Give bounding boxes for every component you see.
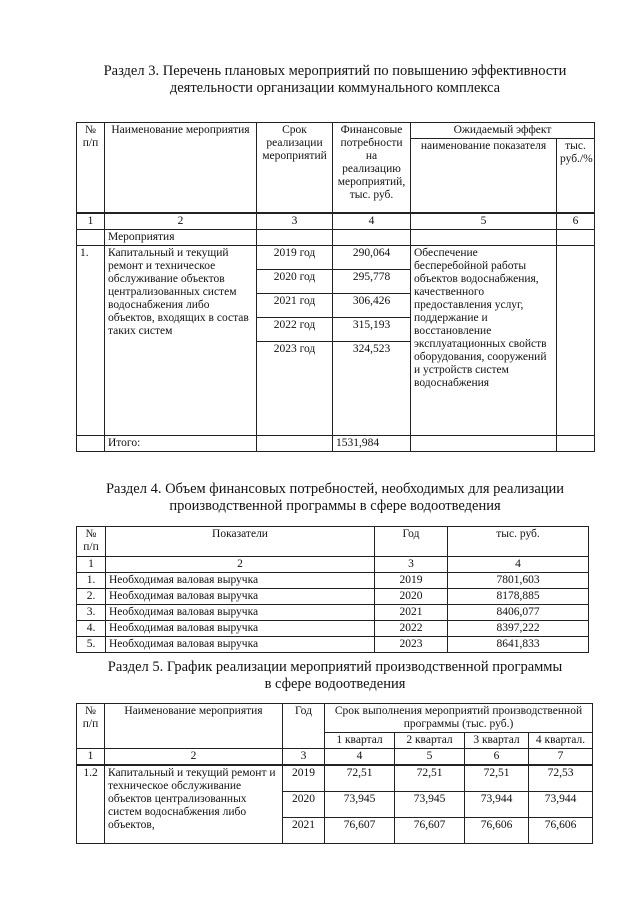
s3-amount: 290,064 xyxy=(333,245,411,269)
s4-row-amount: 8397,222 xyxy=(448,621,589,637)
s4-row-num: 3. xyxy=(77,605,106,621)
s3-colnum: 4 xyxy=(333,213,411,230)
table-row xyxy=(77,637,589,653)
section4-title-line1: Раздел 4. Объем финансовых потребностей, необходимых для реализации xyxy=(105,481,565,497)
s3-header-effect-name: наименование показателя xyxy=(411,139,557,213)
s4-header-num: № п/п xyxy=(77,527,106,557)
s5-colnum: 6 xyxy=(465,749,529,766)
s3-colnum: 6 xyxy=(557,213,595,230)
s5-colnum: 2 xyxy=(105,749,283,766)
section4-title-line2: производственной программы в сфере водоотведения xyxy=(169,498,501,514)
s4-row-amount: 7801,603 xyxy=(448,573,589,589)
s4-row-year: 2020 xyxy=(375,589,448,605)
s5-row-q4: 73,944 xyxy=(529,791,593,817)
s5-item-num: 1.2 xyxy=(77,765,105,843)
s4-row-amount: 8641,833 xyxy=(448,637,589,653)
s5-header-year: Год xyxy=(283,704,325,749)
s3-header-effect: Ожидаемый эффект xyxy=(411,123,595,139)
table-row xyxy=(77,573,589,589)
s3-year: 2020 год xyxy=(257,269,333,293)
section5-table xyxy=(76,703,593,844)
s3-colnum: 1 xyxy=(77,213,105,230)
s3-effect-text: Обеспечение бесперебойной работы объектов водоснабжения, качественного предоставления услуг, поддержание и восстановление эксплуатационных свойств оборудования, сооружений и устройств систем водоснабжения xyxy=(411,245,557,435)
s5-colnum: 3 xyxy=(283,749,325,766)
s5-row-q1: 76,607 xyxy=(325,817,395,843)
s5-header-q3: 3 квартал xyxy=(465,733,529,749)
s3-header-finance: Финансовые потребности на реализацию мероприятий, тыс. руб. xyxy=(333,123,411,213)
table-row xyxy=(77,589,589,605)
s5-row-year: 2019 xyxy=(283,765,325,791)
s5-colnum: 5 xyxy=(395,749,465,766)
s5-row-q4: 76,606 xyxy=(529,817,593,843)
s4-row-year: 2021 xyxy=(375,605,448,621)
s5-row-q4: 72,53 xyxy=(529,765,593,791)
s4-header-indicator: Показатели xyxy=(106,527,375,557)
section4-table xyxy=(76,526,589,653)
s5-colnum: 7 xyxy=(529,749,593,766)
s4-header-year: Год xyxy=(375,527,448,557)
table-row xyxy=(77,605,589,621)
s5-header-name: Наименование мероприятия xyxy=(105,704,283,749)
s5-row-q2: 72,51 xyxy=(395,765,465,791)
section5-title xyxy=(70,659,600,693)
s4-colnum: 4 xyxy=(448,557,589,573)
s3-amount: 306,426 xyxy=(333,293,411,317)
table-row xyxy=(77,765,593,791)
s4-header-amount: тыс. руб. xyxy=(448,527,589,557)
s5-row-q3: 72,51 xyxy=(465,765,529,791)
s5-header-q2: 2 квартал xyxy=(395,733,465,749)
section3-title xyxy=(70,63,600,97)
s5-row-q3: 76,606 xyxy=(465,817,529,843)
s3-group-label: Мероприятия xyxy=(105,229,257,245)
s4-row-amount: 8178,885 xyxy=(448,589,589,605)
section3-title-line2: деятельности организации коммунального комплекса xyxy=(169,80,501,96)
s4-row-amount: 8406,077 xyxy=(448,605,589,621)
s4-row-num: 5. xyxy=(77,637,106,653)
s3-amount: 295,778 xyxy=(333,269,411,293)
s4-colnum: 2 xyxy=(106,557,375,573)
s4-row-indicator: Необходимая валовая выручка xyxy=(106,621,375,637)
s3-header-term: Срок реализации мероприятий xyxy=(257,123,333,213)
s3-colnum: 5 xyxy=(411,213,557,230)
s3-header-name: Наименование мероприятия xyxy=(105,123,257,213)
s4-row-year: 2023 xyxy=(375,637,448,653)
table-row xyxy=(77,621,589,637)
s4-colnum: 3 xyxy=(375,557,448,573)
s5-colnum: 4 xyxy=(325,749,395,766)
s3-year: 2023 год xyxy=(257,341,333,435)
s3-amount: 324,523 xyxy=(333,341,411,435)
s5-row-q2: 76,607 xyxy=(395,817,465,843)
s5-row-q1: 72,51 xyxy=(325,765,395,791)
s4-row-year: 2022 xyxy=(375,621,448,637)
s3-item-name: Капитальный и текущий ремонт и техническое обслуживание объектов централизованных систем водоснабжения либо объектов, входящих в состав таких систем xyxy=(105,245,257,435)
s4-row-indicator: Необходимая валовая выручка xyxy=(106,637,375,653)
section5-title-line1: Раздел 5. График реализации мероприятий производственной программы xyxy=(107,659,563,675)
s4-row-year: 2019 xyxy=(375,573,448,589)
s4-row-indicator: Необходимая валовая выручка xyxy=(106,573,375,589)
section5-title-line2: в сфере водоотведения xyxy=(264,676,406,692)
s3-header-effect-value: тыс. руб./% xyxy=(557,139,595,213)
s4-row-indicator: Необходимая валовая выручка xyxy=(106,589,375,605)
s4-row-num: 1. xyxy=(77,573,106,589)
s3-colnum: 2 xyxy=(105,213,257,230)
s4-row-num: 4. xyxy=(77,621,106,637)
section3-table xyxy=(76,122,595,452)
s5-row-year: 2020 xyxy=(283,791,325,817)
s3-header-num: № п/п xyxy=(77,123,105,213)
s3-total-amount: 1531,984 xyxy=(333,435,411,451)
s3-year: 2021 год xyxy=(257,293,333,317)
s4-colnum: 1 xyxy=(77,557,106,573)
s3-year: 2022 год xyxy=(257,317,333,341)
s3-item-num: 1. xyxy=(77,245,105,435)
s5-header-schedule: Срок выполнения мероприятий производственной программы (тыс. руб.) xyxy=(325,704,593,733)
s5-row-q1: 73,945 xyxy=(325,791,395,817)
s5-header-num: № п/п xyxy=(77,704,105,749)
s4-row-num: 2. xyxy=(77,589,106,605)
section4-title xyxy=(70,481,600,515)
s5-colnum: 1 xyxy=(77,749,105,766)
s3-total-label: Итого: xyxy=(105,435,257,451)
s3-colnum: 3 xyxy=(257,213,333,230)
section3-title-line1: Раздел 3. Перечень плановых мероприятий по повышению эффективности xyxy=(103,63,567,79)
s5-row-q3: 73,944 xyxy=(465,791,529,817)
s5-header-q1: 1 квартал xyxy=(325,733,395,749)
s5-header-q4: 4 квартал. xyxy=(529,733,593,749)
s5-row-year: 2021 xyxy=(283,817,325,843)
s3-year: 2019 год xyxy=(257,245,333,269)
s5-row-q2: 73,945 xyxy=(395,791,465,817)
s3-amount: 315,193 xyxy=(333,317,411,341)
s5-item-name: Капитальный и текущий ремонт и техническое обслуживание объектов централизованных систем водоснабжения либо объектов, xyxy=(105,765,283,843)
s4-row-indicator: Необходимая валовая выручка xyxy=(106,605,375,621)
